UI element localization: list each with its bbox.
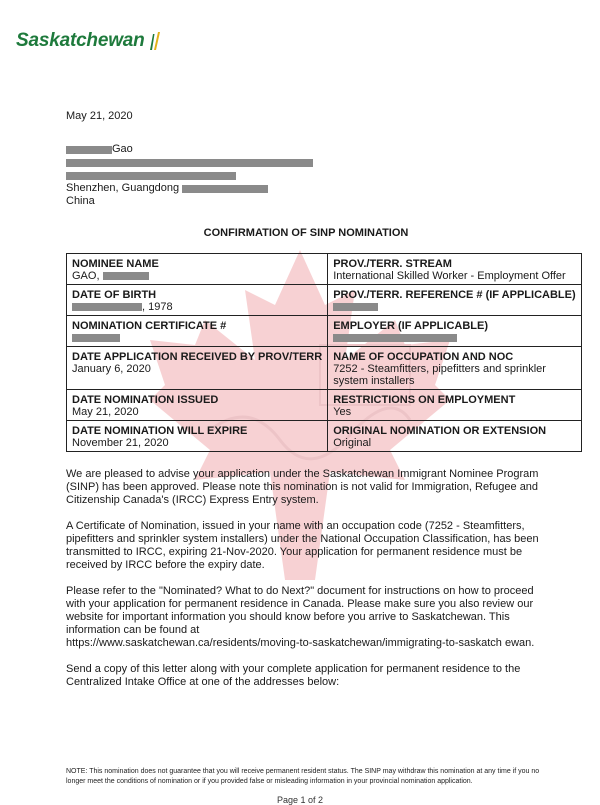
field-label: EMPLOYER (IF APPLICABLE) (333, 320, 489, 332)
recipient-name (66, 143, 546, 156)
wheat-icon (148, 31, 162, 51)
table-cell (67, 421, 328, 452)
table-cell (328, 316, 581, 347)
nomination-info-table (66, 253, 582, 452)
table-cell (328, 421, 581, 452)
table-row (67, 285, 582, 316)
table-cell (67, 285, 328, 316)
field-label: DATE NOMINATION ISSUED (72, 394, 219, 406)
field-label: PROV./TERR. REFERENCE # (IF APPLICABLE) (333, 289, 576, 301)
table-row (67, 390, 582, 421)
recipient-name-suffix: Gao (112, 143, 133, 155)
address-city-line (66, 182, 546, 195)
field-value: International Skilled Worker - Employment Offer (333, 270, 566, 282)
table-cell (328, 254, 581, 285)
website-url: https://www.saskatchewan.ca/residents/moving-to-saskatchewan/immigrating-to-saskatch ewan. (66, 637, 535, 649)
redaction-bar (72, 303, 142, 311)
field-value (72, 270, 322, 282)
field-value: January 6, 2020 (72, 363, 151, 375)
field-value (72, 301, 322, 313)
table-cell (328, 285, 581, 316)
redaction-bar (333, 334, 457, 342)
letter-heading: CONFIRMATION OF SINP NOMINATION (203, 227, 409, 239)
paragraph-approval: We are pleased to advise your application under the Saskatchewan Immigrant Nominee Program (SINP) has been approved. Please note this nomination is not valid for Immigration, Refugee and Citizenship Canada's (IRCC) Express Entry system. (66, 468, 539, 506)
field-label: RESTRICTIONS ON EMPLOYMENT (333, 394, 516, 406)
footnote: NOTE: This nomination does not guarantee that you will receive permanent resident status. The SINP may withdraw this nomination at any time if you no longer meet the conditions of nomination or if you provided false or misleading information in your provincial nomination application. (66, 768, 540, 785)
field-value: Yes (333, 406, 352, 418)
city-text: Shenzhen, Guangdong (66, 182, 180, 194)
letter-date: May 21, 2020 (66, 110, 133, 122)
paragraph-send-copy: Send a copy of this letter along with your complete application for permanent residence to the Centralized Intake Office at one of the addresses below: (66, 663, 521, 688)
table-cell (67, 254, 328, 285)
field-value (72, 332, 322, 344)
field-label: DATE NOMINATION WILL EXPIRE (72, 425, 248, 437)
table-cell (328, 390, 581, 421)
field-value (333, 332, 575, 344)
redaction-bar (103, 272, 149, 280)
field-label: NOMINEE NAME (72, 258, 159, 270)
field-value: 7252 - Steamfitters, pipefitters and sprinkler system installers (333, 363, 546, 387)
address-line-1 (66, 156, 546, 169)
field-value: May 21, 2020 (72, 406, 139, 418)
letter-body (66, 468, 546, 689)
table-cell (67, 347, 328, 390)
field-label: NOMINATION CERTIFICATE # (72, 320, 227, 332)
field-value-text: , 1978 (142, 301, 173, 313)
field-label: DATE APPLICATION RECEIVED BY PROV/TERR (72, 351, 323, 363)
field-value-text: GAO, (72, 270, 100, 282)
table-cell (67, 390, 328, 421)
page-number: Page 1 of 2 (276, 795, 324, 805)
field-value: Original (333, 437, 372, 449)
field-label: ORIGINAL NOMINATION OR EXTENSION (333, 425, 547, 437)
next-steps-text: Please refer to the "Nominated? What to do Next?" document for instructions on how to proceed with your application for permanent residence in Canada. Please make sure you also review our website for important information you should know before you arrive to Saskatchewan. This information can be found at (66, 585, 534, 636)
address-country: China (66, 195, 95, 207)
field-value (333, 301, 575, 313)
field-label: NAME OF OCCUPATION AND NOC (333, 351, 514, 363)
redaction-bar (333, 303, 378, 311)
redaction-bar (66, 159, 313, 167)
table-cell (67, 316, 328, 347)
paragraph-next-steps (66, 585, 546, 650)
field-label: DATE OF BIRTH (72, 289, 157, 301)
logo-text: Saskatchewan (16, 30, 145, 51)
redaction-bar (72, 334, 120, 342)
redaction-bar (66, 146, 112, 154)
table-row (67, 347, 582, 390)
saskatchewan-logo (16, 30, 162, 52)
paragraph-certificate: A Certificate of Nomination, issued in your name with an occupation code (7252 - Steamfitters, pipefitters and sprinkler system installers) under the National Occupation Classification, has been transmitted to IRCC, expiring 21-Nov-2020. Your application for permanent residence must be received by IRCC before the expiry date. (66, 520, 539, 571)
table-row (67, 254, 582, 285)
table-row (67, 316, 582, 347)
field-label: PROV./TERR. STREAM (333, 258, 452, 270)
table-row (67, 421, 582, 452)
address-line-2 (66, 169, 546, 182)
redaction-bar (66, 172, 236, 180)
table-cell (328, 347, 581, 390)
letter (66, 110, 576, 689)
field-value: November 21, 2020 (72, 437, 169, 449)
redaction-bar (182, 185, 268, 193)
